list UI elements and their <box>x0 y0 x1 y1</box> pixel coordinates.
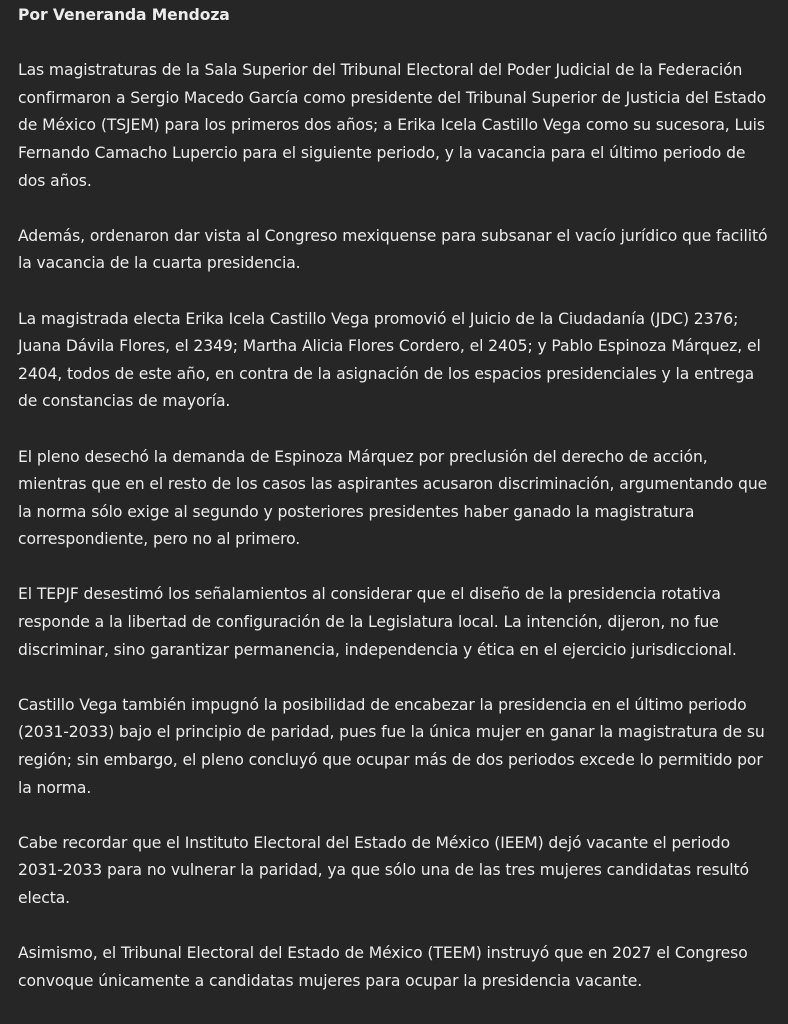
paragraph-parity-claim: Castillo Vega también impugnó la posibilidad de encabezar la presidencia en el último periodo (2031-2033) bajo el principio de paridad, pues fue la única mujer en ganar la magistratura de su región; sin embargo, el pleno concluyó que ocupar más de dos periodos excede lo permitido por la norma. <box>18 695 765 797</box>
paragraph-dismissal: El pleno desechó la demanda de Espinoza Márquez por preclusión del derecho de acción, mientras que en el resto de los casos las aspirantes acusaron discriminación, argumentando que la norma sólo exige al segundo y posteriores presidentes haber ganado la magistratura correspondiente, pero no al primero. <box>18 447 768 549</box>
paragraph-teem-instruction: Asimismo, el Tribunal Electoral del Estado de México (TEEM) instruyó que en 2027 el Congreso convoque únicamente a candidatas mujeres para ocupar la presidencia vacante. <box>18 944 748 990</box>
paragraph-ieem-vacancy: Cabe recordar que el Instituto Electoral del Estado de México (IEEM) dejó vacante el periodo 2031-2033 para no vulnerar la paridad, ya que sólo una de las tres mujeres candidatas resultó electa. <box>18 833 749 907</box>
paragraph-tepjf-ruling: El TEPJF desestimó los señalamientos al considerar que el diseño de la presidencia rotativa responde a la libertad de configuración de la Legislatura local. La intención, dijeron, no fue discriminar, sino garantizar permanencia, independencia y ética en el ejercicio jurisdiccional. <box>18 585 737 659</box>
paragraph-congress-notice: Además, ordenaron dar vista al Congreso mexiquense para subsanar el vacío jurídico que facilitó la vacancia de la cuarta presidencia. <box>18 226 768 273</box>
article-body <box>18 0 776 995</box>
paragraph-appeals: La magistrada electa Erika Icela Castillo Vega promovió el Juicio de la Ciudadanía (JDC) 2376; Juana Dávila Flores, el 2349; Martha Alicia Flores Cordero, el 2405; y Pablo Espinoza Márquez, el 2404, todos de este año, en contra de la asignación de los espacios presidenciales y la entrega de constancias de mayoría. <box>18 309 761 411</box>
byline: Por Veneranda Mendoza <box>18 6 230 24</box>
paragraph-confirmation: Las magistraturas de la Sala Superior del Tribunal Electoral del Poder Judicial de la Federación confirmaron a Sergio Macedo García como presidente del Tribunal Superior de Justicia del Estado de México (TSJEM) para los primeros dos años; a Erika Icela Castillo Vega como su sucesora, Luis Fernando Camacho Lupercio para el siguiente periodo, y la vacancia para el último periodo de dos años. <box>18 61 767 190</box>
